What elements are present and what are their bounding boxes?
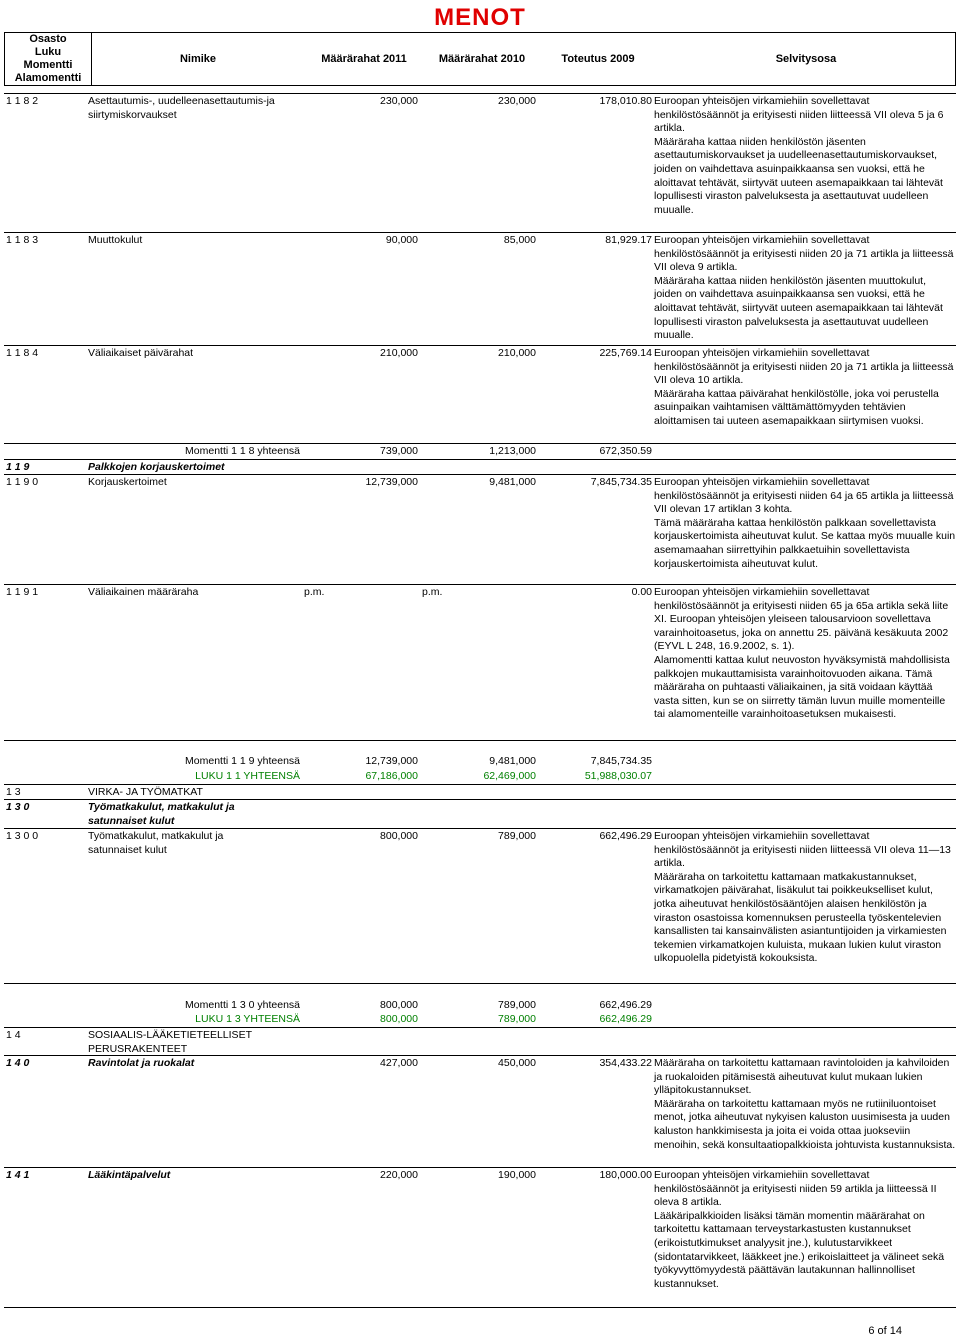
row-explanation: Euroopan yhteisöjen virkamiehiin sovellettavat henkilöstösäännöt ja erityisesti niiden liitteessä VII oleva 5 ja 6 artikla. Määräraha kattaa niiden henkilöstön jäsenten asettautumiskorvaukset ja uudelleenasettautumiskorvaukset, joiden on vaihdettava asuinpaikkaansa sen vuoksi, että he aloittavat tehtävät, siirtyvät uuteen asemapaikkaan tai lähtevät lopullisesti viraston palveluksesta ja asettautuvat uudelleen muualle. — [654, 95, 944, 216]
header-exec-2009: Toteutus 2009 — [561, 52, 635, 65]
header-budget-2010: Määrärahat 2010 — [438, 52, 526, 65]
row-explanation: Euroopan yhteisöjen virkamiehiin sovellettavat henkilöstösäännöt ja erityisesti niiden liitteessä VII oleva 11—13 artikla. Määräraha on tarkoitettu kattamaan matkakustannukset, virkamatkojen päivärahat, lisäkulut tai poikkeukselliset kulut, jotka aiheutuvat henkilöstösääntöjen alaisen henkilöstön ja viraston osastoissa komennuksen perusteella työskentelevien kansallisten tai kansainvälisten asiantuntijoiden ja virkamiesten tekemien virkamatkojen kuluista, mukaan lukien kulut viraston ulkopuolella pidetyistä kokouksista. — [654, 830, 951, 965]
row-code: 1 1 8 2 — [6, 95, 39, 107]
subtotal-label: Momentti 1 1 8 yhteensä — [185, 445, 300, 457]
row-explanation: Euroopan yhteisöjen virkamiehiin sovellettavat henkilöstösäännöt ja erityisesti niiden 20 ja 71 artikla ja liitteessä VII oleva 9 artikla. Määräraha kattaa niiden henkilöstön jäsenten muuttokulut, joiden on vaihdettava asuinpaikkaansa sen vuoksi, että he aloittavat tehtävät, siirtyvät uuteen asemapaikkaan tai lähtevät lopullisesti viraston palveluksesta ja asettautuvat uudelleen muualle. — [654, 234, 954, 342]
budget-2010: 230,000 — [498, 95, 536, 107]
row-explanation: Euroopan yhteisöjen virkamiehiin sovellettavat henkilöstösäännöt ja erityisesti niiden 59 artikla ja liitteessä II oleva 8 artikla. Lääkäripalkkioiden lisäksi tämän momentin määrärahat on tarkoitettu kattamaan terveystarkastusten kustannukset (erikoistutkimukset analyysit jne.), kulutustarvikkeet (sidontatarvikkeet, lääkkeet jne.) erikoislaitteet ja välineet sekä työkyvyttömyydestä päättävän lautakunnan hallinnolliset kustannukset. — [654, 1169, 945, 1290]
page-title: MENOT — [434, 4, 526, 31]
header-explanation: Selvitysosa — [775, 52, 837, 65]
exec-2009: 178,010.80 — [599, 95, 652, 107]
row-explanation: Euroopan yhteisöjen virkamiehiin sovellettavat henkilöstösäännöt ja erityisesti niiden 65 ja 65a artikla sekä liite XI. Euroopan yhteisöjen yleiseen talousarvioon sovellettava varainhoitoasetus, joka on annettu 25. päivänä kesäkuuta 2002 (EYVL L 248, 16.9.2002, s. 1). Alamomentti kattaa kulut neuvoston hyväksymistä mahdollisista palkkojen mukauttamisista varainhoitovuoden aikana. Tämä määräraha on puhtaasti väliaikainen, ja sitä voidaan käyttää vasta sitten, kun se on siirretty tämän luvun muille momenteille tai alamomenteille varainhoitoasetuksen mukaisesti. — [654, 586, 950, 721]
row-explanation: Määräraha on tarkoitettu kattamaan ravintoloiden ja kahviloiden ja ruokaloiden pitämisestä aiheutuvat kulut mukaan lukien ylläpitokustannukset. Määräraha on tarkoitettu kattamaan myös ne rutiiniluontoiset menot, jotka aiheutuvat nykyisen kaluston uusimisesta ja uuden kaluston hankkimisesta ja joita ei voida ottaa juokseviin menoihin, sekä konsultaatiopalkkioista johtuvista kustannuksista. — [654, 1057, 956, 1151]
page-number: 6 of 14 — [868, 1325, 902, 1337]
header-nimike: Nimike — [179, 52, 217, 65]
header-budget-2011: Määrärahat 2011 — [321, 52, 407, 65]
budget-2011: 230,000 — [380, 95, 418, 107]
row-explanation: Euroopan yhteisöjen virkamiehiin sovellettavat henkilöstösäännöt ja erityisesti niiden 64 ja 65 artikla ja liitteessä VII olevan 17 artiklan 3 kohta. Tämä määräraha kattaa henkilöstön palkkaan sovellettavista korjauskertoimista aiheutuvat kulut. Se kattaa myös muualle kuin asemamaahan siirrettyihin palkkaetuihin sovellettavista korjauskertoimista aiheutuvat kulut. — [654, 476, 956, 570]
row-name: Asettautumis-, uudelleenasettautumis-ja siirtymiskorvaukset — [88, 95, 275, 121]
table-header — [4, 32, 956, 86]
header-code: Osasto Luku Momentti Alamomentti — [14, 33, 82, 84]
row-explanation: Euroopan yhteisöjen virkamiehiin sovellettavat henkilöstösäännöt ja erityisesti niiden 20 ja 71 artikla ja liitteessä VII oleva 10 artikla. Määräraha kattaa päivärahat henkilöstölle, joka voi perustella asuinpaikan vaihtamisen välttämättömyyden tehtävien aloittamisen tai uuteen asemapaikkaan siirtymisen vuoksi. — [654, 347, 954, 427]
